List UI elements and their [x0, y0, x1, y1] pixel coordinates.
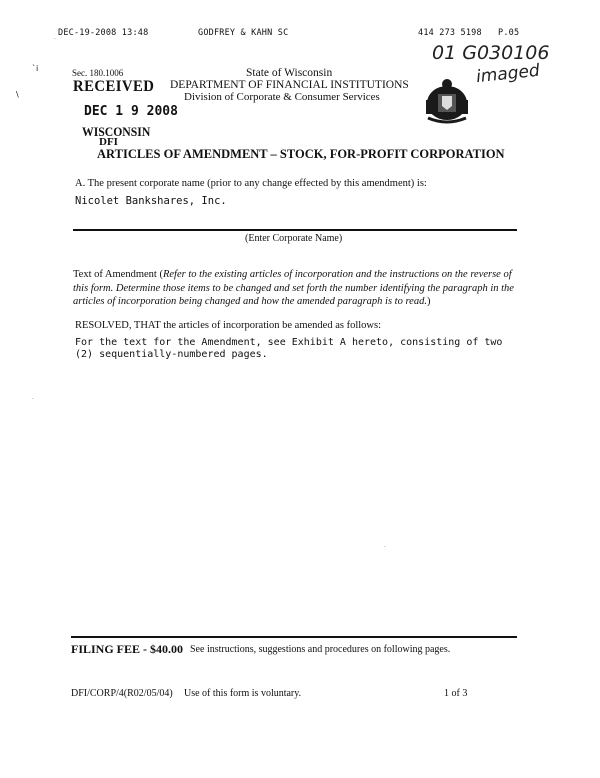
fax-page: P.05 — [498, 28, 520, 38]
filing-fee: FILING FEE - $40.00 — [71, 642, 184, 656]
handwritten-note: imaged — [475, 60, 541, 88]
footer-rule — [71, 636, 517, 638]
margin-mark: `i — [32, 64, 39, 73]
margin-mark: \ — [16, 90, 19, 99]
state-seal-icon — [420, 76, 474, 128]
speck: . — [384, 542, 386, 549]
form-id: DFI/CORP/4(R02/05/04) — [71, 688, 173, 699]
page-number: 1 of 3 — [444, 688, 468, 699]
resolved-statement: RESOLVED, THAT the articles of incorporation be amended as follows: — [75, 320, 381, 331]
name-caption: (Enter Corporate Name) — [245, 233, 343, 244]
received-stamp: RECEIVED — [73, 78, 155, 95]
item-a-label: A. The present corporate name (prior to any change effected by this amendment) is: — [75, 178, 427, 189]
name-rule — [73, 229, 517, 231]
fax-sender: GODFREY & KAHN SC — [198, 28, 289, 38]
handwritten-file-number: 01 G030106 — [432, 42, 550, 64]
fax-date-time: DEC-19-2008 13:48 — [58, 28, 149, 38]
stamp-agency-line2: DFI — [99, 136, 118, 148]
received-date-stamp: DEC 1 9 2008 — [84, 104, 178, 119]
division-name: Division of Corporate & Consumer Services — [184, 91, 380, 103]
statute-section: Sec. 180.1006 — [72, 68, 124, 78]
speck: . — [32, 394, 34, 401]
filing-fee-note: See instructions, suggestions and procedures on following pages. — [190, 644, 451, 655]
speck: . — [54, 34, 56, 41]
text-of-amendment: Text of Amendment (Refer to the existing articles of incorporation and the instructions on the reverse of this form. Determine those items to be changed and set forth the number identifying the paragraph in the articles of incorporation being changed and how the amended paragraph is to read.) — [73, 269, 514, 307]
state-name: State of Wisconsin — [246, 67, 333, 79]
department-name: DEPARTMENT OF FINANCIAL INSTITUTIONS — [170, 79, 409, 91]
voluntary-note: Use of this form is voluntary. — [184, 688, 302, 699]
amendment-text: For the text for the Amendment, see Exhibit A hereto, consisting of two (2) sequentially-numbered pages. — [75, 337, 503, 360]
corporate-name-value: Nicolet Bankshares, Inc. — [75, 195, 227, 207]
stamp-agency-line1: WISCONSIN — [82, 124, 151, 139]
form-title: ARTICLES OF AMENDMENT – STOCK, FOR-PROFIT CORPORATION — [97, 147, 505, 161]
amendment-instructions: Refer to the existing articles of incorporation and the instructions on the reverse of this form. Determine those items to be changed and set forth the number identifying the paragraph in the articles of incorporation being changed and how the amended paragraph is to read. — [73, 269, 514, 307]
fax-phone: 414 273 5198 — [418, 28, 482, 38]
